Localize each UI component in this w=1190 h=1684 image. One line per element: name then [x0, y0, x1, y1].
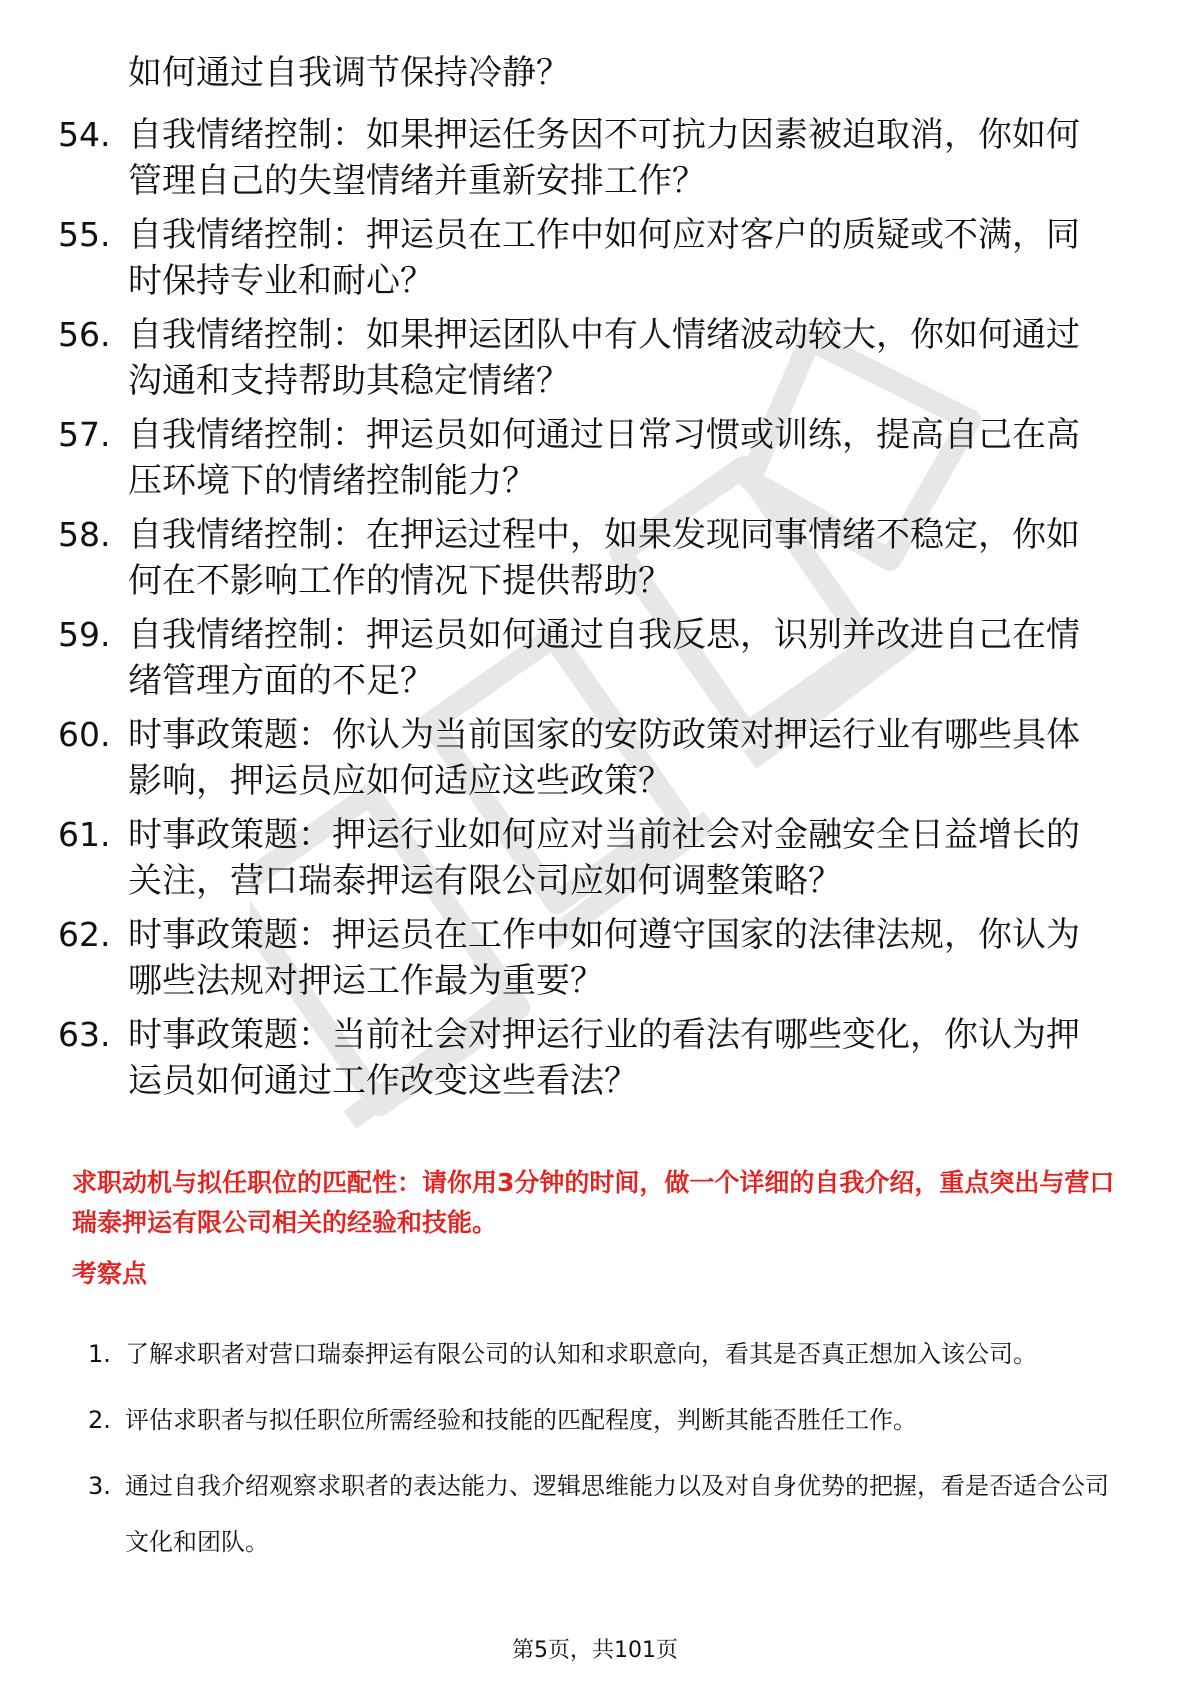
question-text: 自我情绪控制：在押运过程中，如果发现同事情绪不稳定，你如何在不影响工作的情况下提供帮助？: [128, 515, 1080, 601]
point-item: [0, 1458, 1190, 1570]
question-number: 56.: [58, 315, 111, 354]
question-number: 62.: [58, 915, 111, 954]
question-number: 60.: [58, 715, 111, 754]
question-text: 自我情绪控制：押运员在工作中如何应对客户的质疑或不满，同时保持专业和耐心？: [128, 215, 1080, 301]
question-text: 时事政策题：你认为当前国家的安防政策对押运行业有哪些具体影响，押运员应如何适应这些政策？: [128, 715, 1080, 801]
question-item: [0, 212, 1190, 312]
question-text: 时事政策题：押运行业如何应对当前社会对金融安全日益增长的关注，营口瑞泰押运有限公司应如何调整策略？: [128, 815, 1080, 901]
question-number: 61.: [58, 815, 111, 854]
question-number: 54.: [58, 115, 111, 154]
question-list: [0, 112, 1190, 1112]
question-item: [0, 612, 1190, 712]
question-item: [0, 712, 1190, 812]
point-list: [0, 1326, 1190, 1580]
question-item: [0, 912, 1190, 1012]
question-text: 时事政策题：当前社会对押运行业的看法有哪些变化，你认为押运员如何通过工作改变这些看法？: [128, 1015, 1080, 1101]
question-item: [0, 512, 1190, 612]
point-text: 通过自我介绍观察求职者的表达能力、逻辑思维能力以及对自身优势的把握，看是否适合公司文化和团队。: [125, 1472, 1109, 1556]
section-title: 考察点: [72, 1259, 148, 1288]
question-item: [0, 812, 1190, 912]
point-text: 了解求职者对营口瑞泰押运有限公司的认知和求职意向，看其是否真正想加入该公司。: [125, 1340, 1037, 1368]
question-text: 时事政策题：押运员在工作中如何遵守国家的法律法规，你认为哪些法规对押运工作最为重要？: [128, 915, 1080, 1001]
question-text: 自我情绪控制：押运员如何通过自我反思，识别并改进自己在情绪管理方面的不足？: [128, 615, 1080, 701]
point-number: 2.: [88, 1406, 111, 1434]
point-number: 3.: [88, 1472, 111, 1500]
point-item: [0, 1326, 1190, 1382]
question-item: [0, 112, 1190, 212]
question-number: 57.: [58, 415, 111, 454]
point-item: [0, 1392, 1190, 1448]
question-number: 63.: [58, 1015, 111, 1054]
question-item: [0, 412, 1190, 512]
question-number: 58.: [58, 515, 111, 554]
continuation-text: 如何通过自我调节保持冷静？: [128, 53, 570, 93]
question-number: 59.: [58, 615, 111, 654]
page-footer: 第5页，共101页: [512, 1638, 678, 1663]
point-number: 1.: [88, 1340, 111, 1368]
question-text: 自我情绪控制：押运员如何通过日常习惯或训练，提高自己在高压环境下的情绪控制能力？: [128, 415, 1080, 501]
question-item: [0, 1012, 1190, 1112]
highlight-question: 求职动机与拟任职位的匹配性：请你用3分钟的时间，做一个详细的自我介绍，重点突出与营口瑞泰押运有限公司相关的经验和技能。: [72, 1168, 1115, 1237]
question-item: [0, 312, 1190, 412]
point-text: 评估求职者与拟任职位所需经验和技能的匹配程度，判断其能否胜任工作。: [125, 1406, 917, 1434]
question-number: 55.: [58, 215, 111, 254]
question-text: 自我情绪控制：如果押运任务因不可抗力因素被迫取消，你如何管理自己的失望情绪并重新安排工作？: [128, 115, 1080, 201]
question-text: 自我情绪控制：如果押运团队中有人情绪波动较大，你如何通过沟通和支持帮助其稳定情绪？: [128, 315, 1080, 401]
